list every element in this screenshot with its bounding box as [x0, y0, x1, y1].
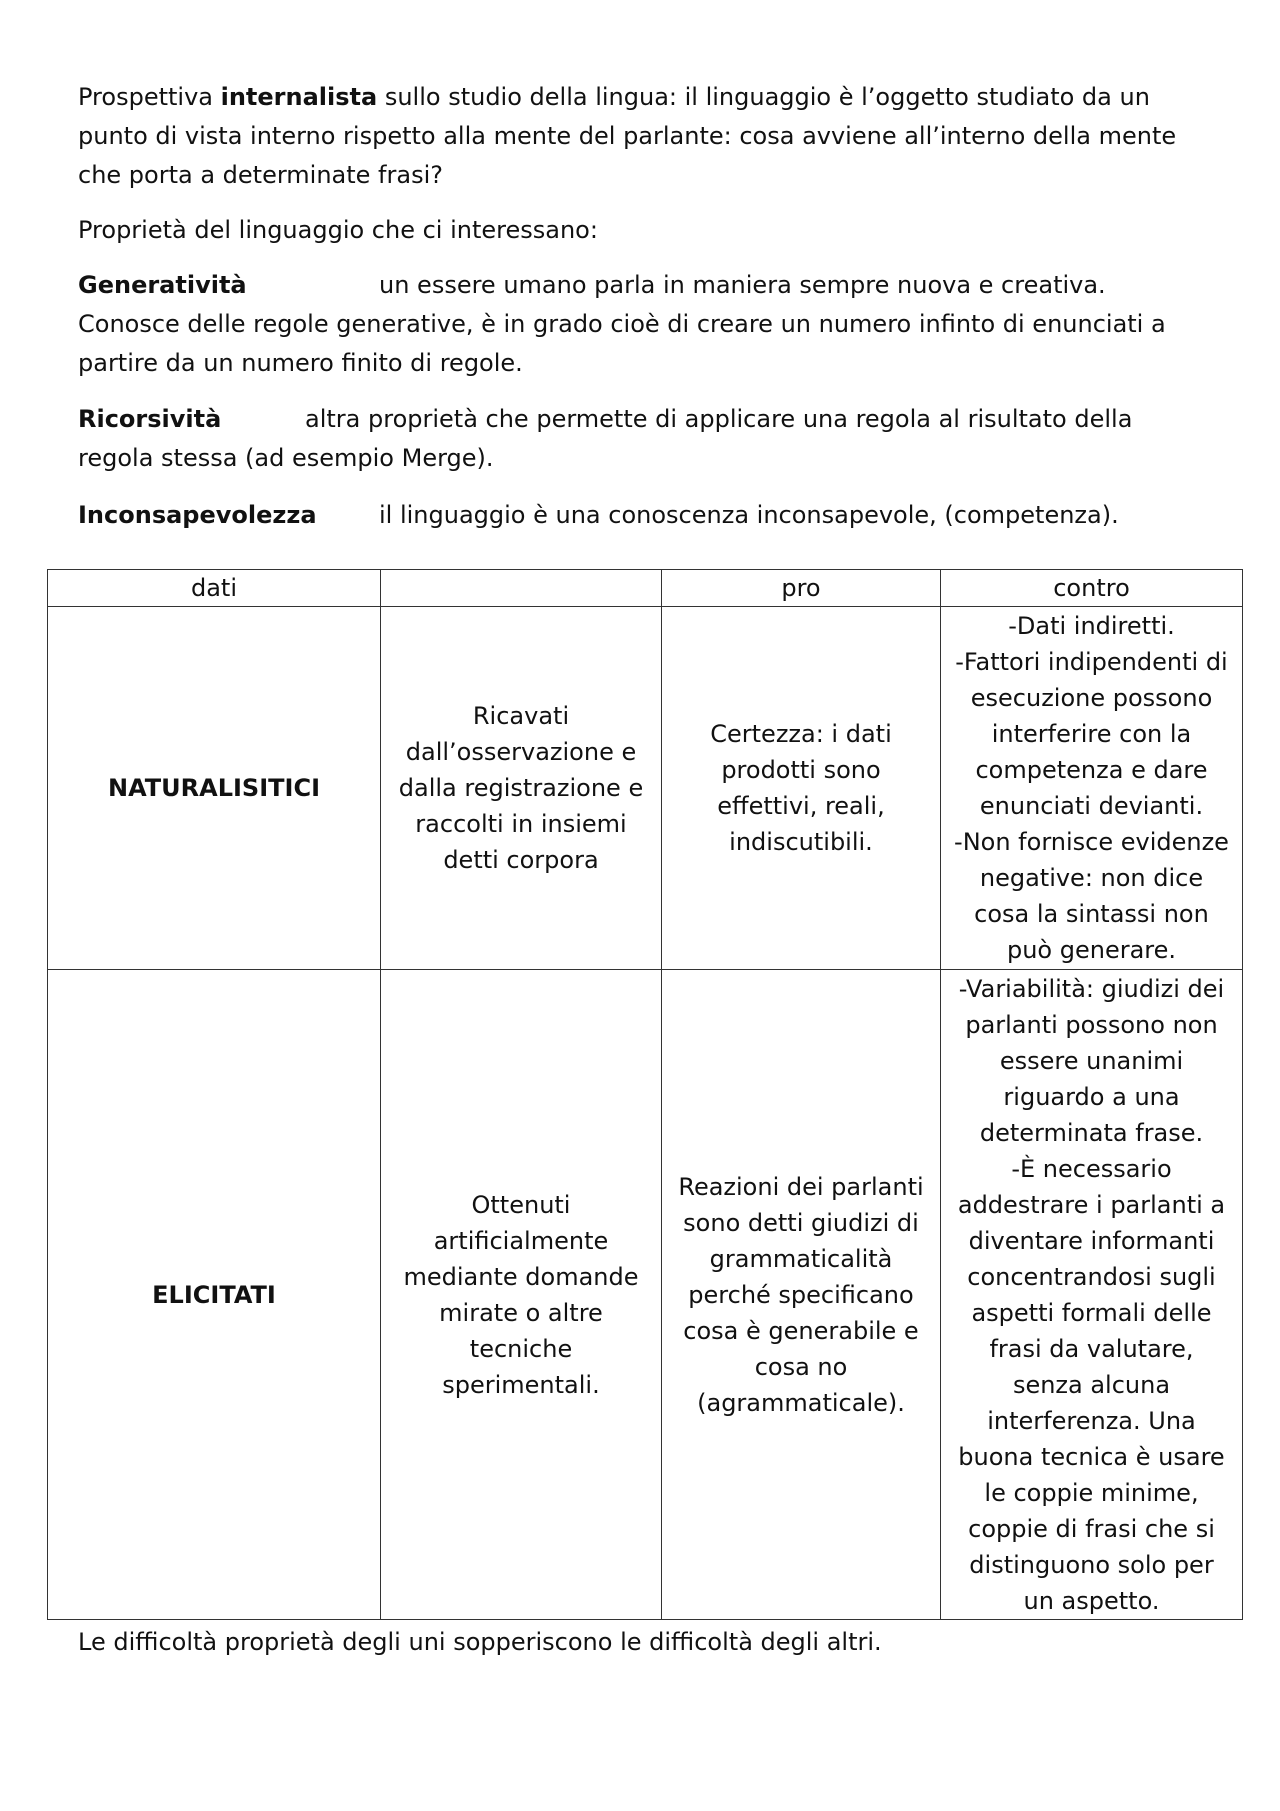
- property-term: Generatività: [78, 271, 247, 299]
- header-pro: pro: [662, 570, 941, 607]
- row-contro: -Variabilità: giudizi dei parlanti possono non essere unanimi riguardo a una determinata frase. -È necessario addestrare i parlanti a diventare informanti concentrandosi sugli aspetti formali delle frasi da valutare, senza alcuna interferenza. Una buona tecnica è usare le coppie minime, coppie di frasi che si distinguono solo per un aspetto.: [941, 970, 1243, 1620]
- property-description: il linguaggio è una conoscenza inconsapevole, (competenza).: [379, 501, 1119, 529]
- table-row: [48, 607, 1243, 970]
- row-description: Ottenuti artificialmente mediante domande mirate o altre tecniche sperimentali.: [381, 970, 662, 1620]
- property-term: Ricorsività: [78, 405, 222, 433]
- property-ricorsivita: [78, 400, 1208, 478]
- footer-note: Le difficoltà proprietà degli uni sopperiscono le difficoltà degli altri.: [78, 1628, 882, 1656]
- row-pro: Certezza: i dati prodotti sono effettivi, reali, indiscutibili.: [662, 607, 941, 970]
- property-description: un essere umano parla in maniera sempre nuova e creativa. Conosce delle regole generative, è in grado cioè di creare un numero infinto di enunciati a partire da un numero finito di regole.: [78, 271, 1166, 377]
- property-inconsapevolezza: [78, 496, 1208, 535]
- header-dati: dati: [48, 570, 381, 607]
- table-row: [48, 970, 1243, 1620]
- row-description: Ricavati dall’osservazione e dalla registrazione e raccolti in insiemi detti corpora: [381, 607, 662, 970]
- data-types-table: [47, 569, 1243, 1620]
- intro-paragraph: Prospettiva internalista sullo studio della lingua: il linguaggio è l’oggetto studiato da un punto di vista interno rispetto alla mente del parlante: cosa avviene all’interno della mente che porta a determinate frasi?: [78, 83, 1177, 189]
- intro-bold-term: internalista: [220, 83, 378, 111]
- property-description: altra proprietà che permette di applicare una regola al risultato della regola stessa (ad esempio Merge).: [78, 405, 1133, 472]
- properties-intro: Proprietà del linguaggio che ci interessano:: [78, 216, 598, 244]
- header-contro: contro: [941, 570, 1243, 607]
- row-pro: Reazioni dei parlanti sono detti giudizi di grammaticalità perché specificano cosa è generabile e cosa no (agrammaticale).: [662, 970, 941, 1620]
- table-header-row: [48, 570, 1243, 607]
- row-name-naturalistici: NATURALISITICI: [48, 607, 381, 970]
- row-name-elicitati: ELICITATI: [48, 970, 381, 1620]
- property-term: Inconsapevolezza: [78, 501, 317, 529]
- property-generativita: [78, 266, 1208, 383]
- row-contro: -Dati indiretti. -Fattori indipendenti di esecuzione possono interferire con la competenza e dare enunciati devianti. -Non fornisce evidenze negative: non dice cosa la sintassi non può generare.: [941, 607, 1243, 970]
- header-empty: [381, 570, 662, 607]
